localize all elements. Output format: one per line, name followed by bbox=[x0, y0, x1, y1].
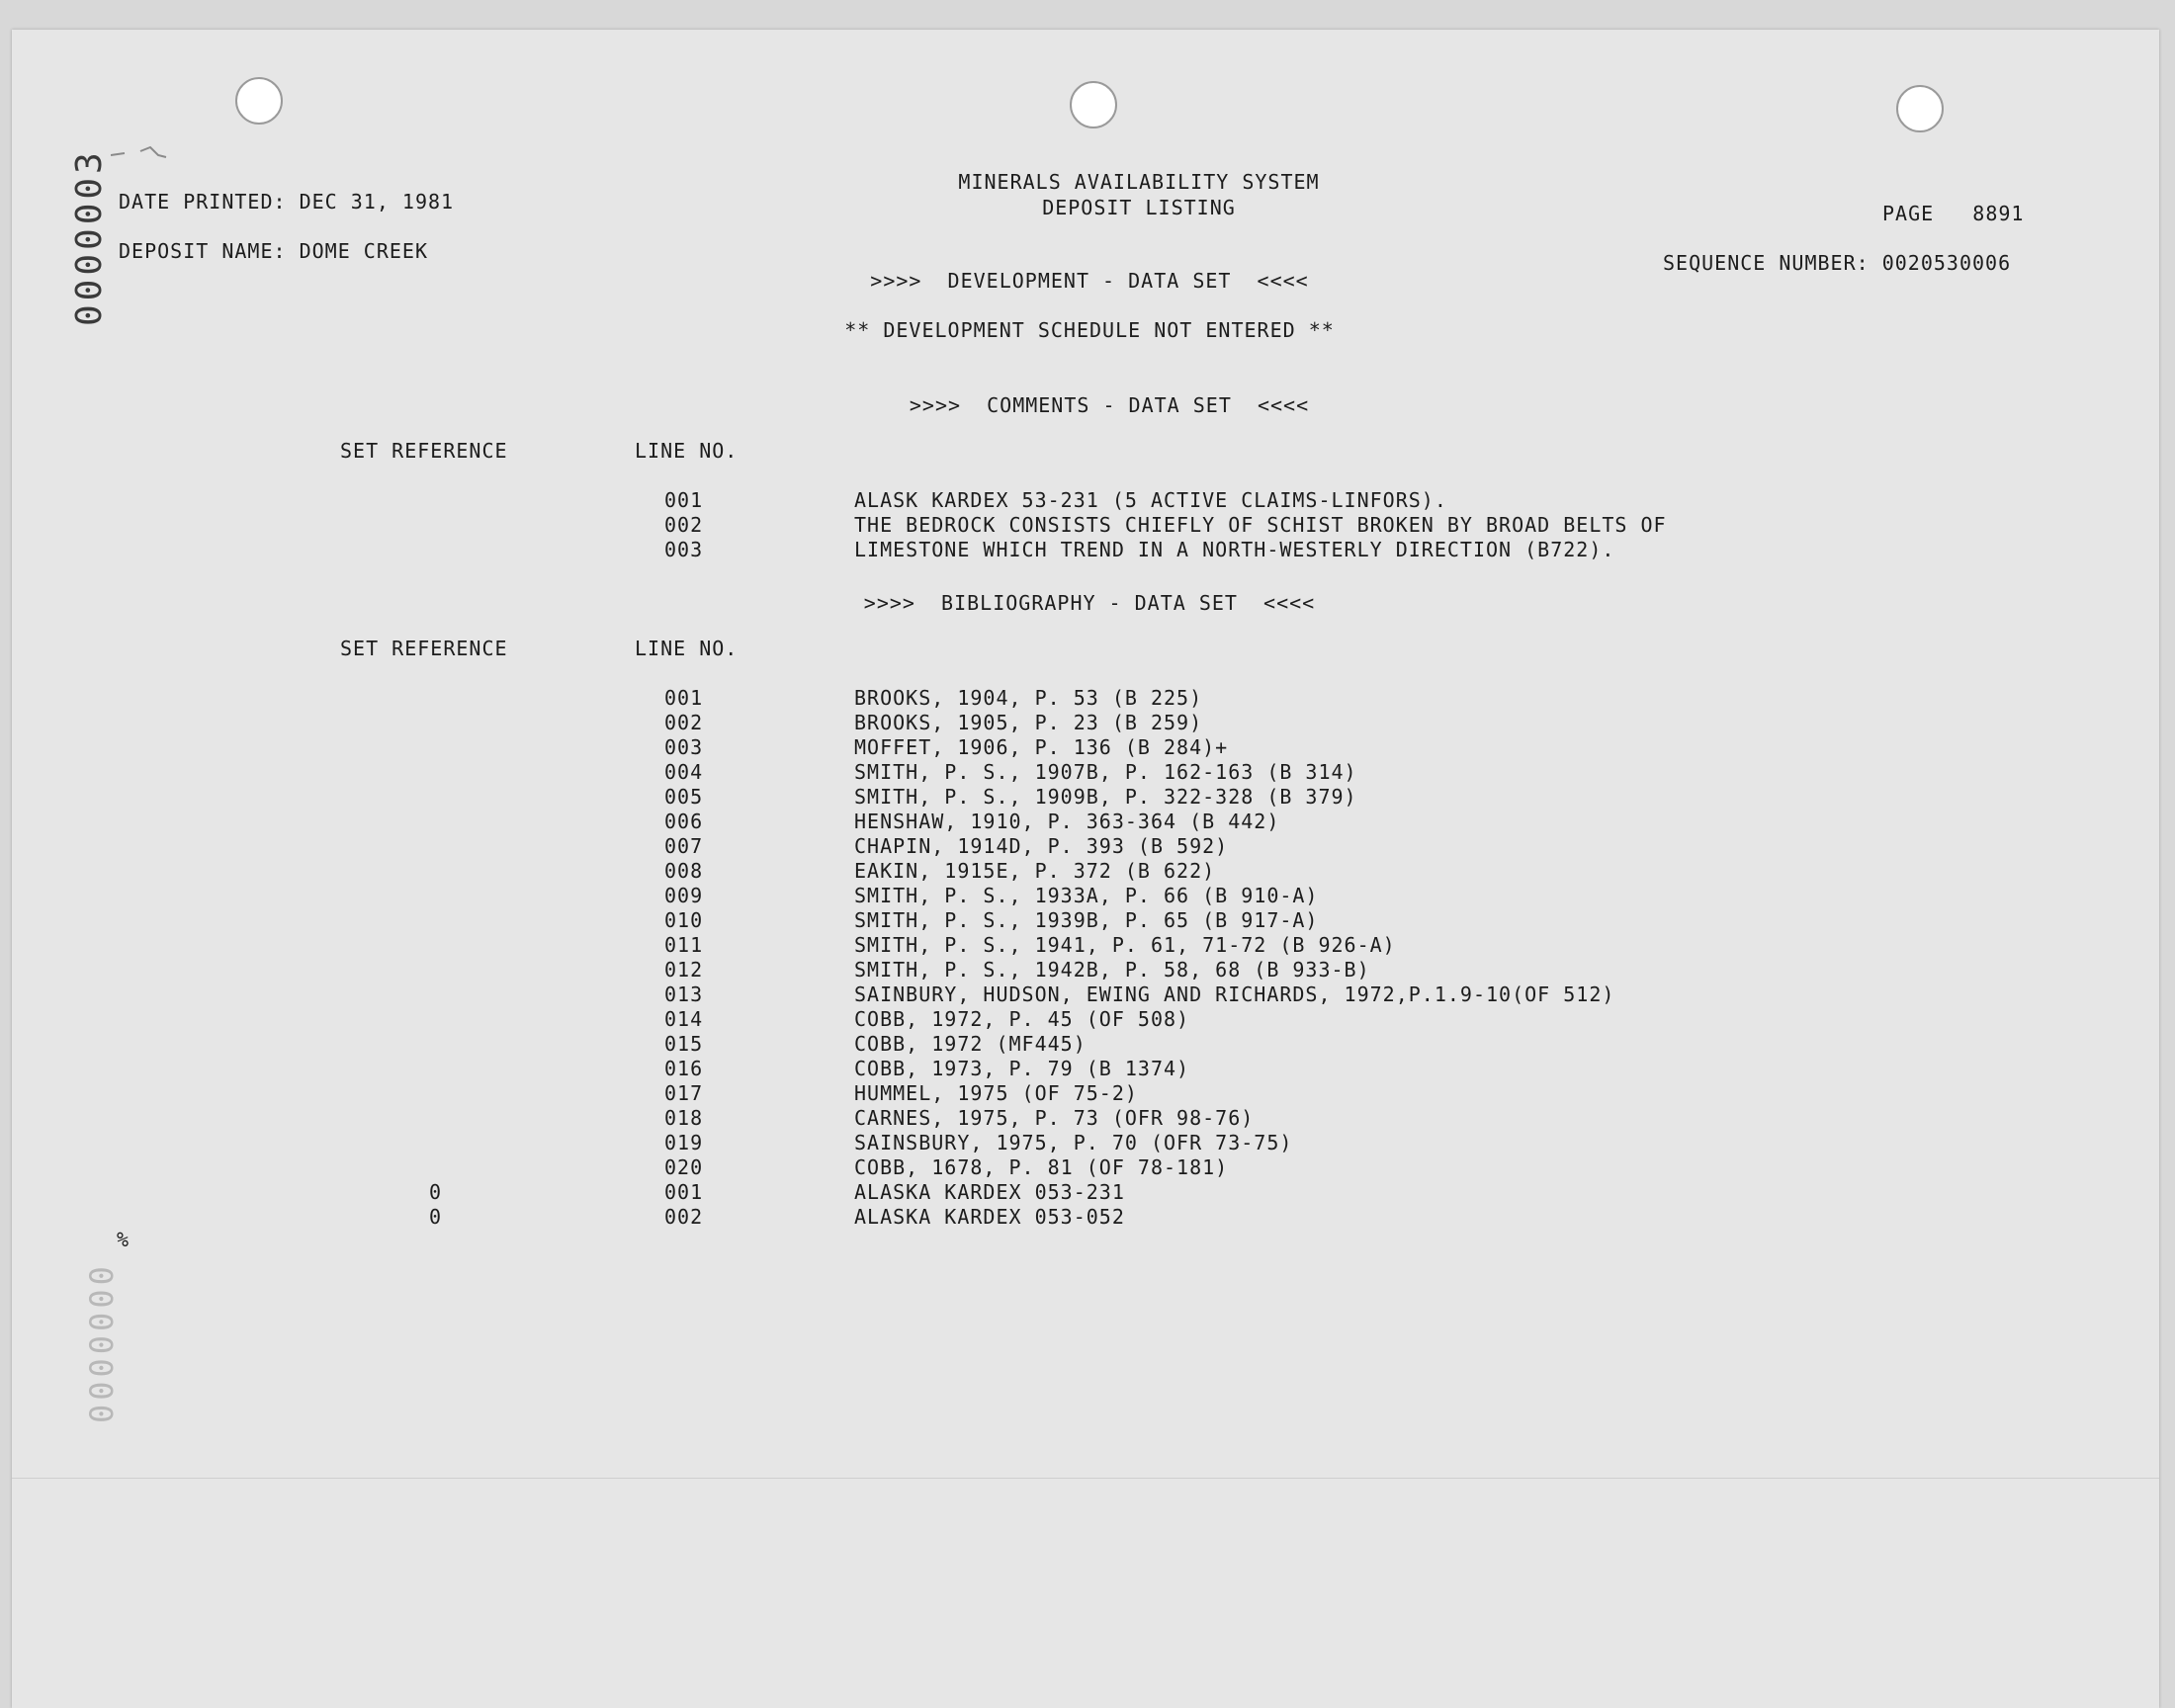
line-number-cell: 011 bbox=[664, 933, 704, 957]
entry-text-cell: SAINBURY, HUDSON, EWING AND RICHARDS, 1972,P.1.9-10(OF 512) bbox=[854, 982, 1615, 1006]
table-row bbox=[12, 958, 1989, 982]
entry-text-cell: SMITH, P. S., 1933A, P. 66 (B 910-A) bbox=[854, 884, 1319, 907]
table-row bbox=[12, 1081, 1989, 1106]
line-number-cell: 010 bbox=[664, 908, 704, 932]
line-number-cell: 016 bbox=[664, 1057, 704, 1080]
entry-text-cell: HUMMEL, 1975 (OF 75-2) bbox=[854, 1081, 1138, 1105]
margin-stamp-bottom: 0000000 bbox=[83, 1262, 121, 1423]
table-row bbox=[12, 810, 1989, 834]
set-reference-cell: 0 bbox=[429, 1205, 443, 1229]
entry-text-cell: LIMESTONE WHICH TREND IN A NORTH-WESTERLY DIRECTION (B722). bbox=[854, 538, 1615, 561]
line-number-cell: 020 bbox=[664, 1155, 704, 1179]
entry-text-cell: THE BEDROCK CONSISTS CHIEFLY OF SCHIST BROKEN BY BROAD BELTS OF bbox=[854, 513, 1667, 537]
line-number-cell: 005 bbox=[664, 785, 704, 809]
comments-col-set-reference: SET REFERENCE bbox=[340, 439, 508, 463]
entry-text-cell: SMITH, P. S., 1941, P. 61, 71-72 (B 926-A) bbox=[854, 933, 1396, 957]
line-number-cell: 019 bbox=[664, 1131, 704, 1154]
entry-text-cell: ALASKA KARDEX 053-052 bbox=[854, 1205, 1125, 1229]
line-number-cell: 006 bbox=[664, 810, 704, 833]
table-row bbox=[12, 859, 1989, 884]
development-section-title: >>>> DEVELOPMENT - DATA SET <<<< bbox=[870, 269, 1309, 293]
table-row bbox=[12, 488, 1989, 513]
entry-text-cell: SMITH, P. S., 1939B, P. 65 (B 917-A) bbox=[854, 908, 1319, 932]
document-sheet bbox=[12, 30, 2159, 1708]
line-number-cell: 003 bbox=[664, 538, 704, 561]
entry-text-cell: CHAPIN, 1914D, P. 393 (B 592) bbox=[854, 834, 1229, 858]
deposit-name: DEPOSIT NAME: DOME CREEK bbox=[119, 239, 428, 263]
entry-text-cell: BROOKS, 1904, P. 53 (B 225) bbox=[854, 686, 1203, 710]
table-row bbox=[12, 1106, 1989, 1131]
entry-text-cell: COBB, 1678, P. 81 (OF 78-181) bbox=[854, 1155, 1229, 1179]
line-number-cell: 009 bbox=[664, 884, 704, 907]
margin-stamp-top: 0000003 bbox=[69, 148, 110, 326]
line-number-cell: 015 bbox=[664, 1032, 704, 1056]
table-row bbox=[12, 785, 1989, 810]
entry-text-cell: MOFFET, 1906, P. 136 (B 284)+ bbox=[854, 735, 1229, 759]
bibliography-col-line-no: LINE NO. bbox=[635, 637, 739, 660]
entry-text-cell: HENSHAW, 1910, P. 363-364 (B 442) bbox=[854, 810, 1280, 833]
table-row bbox=[12, 513, 1989, 538]
line-number-cell: 012 bbox=[664, 958, 704, 982]
table-row bbox=[12, 538, 1989, 562]
entry-text-cell: SMITH, P. S., 1909B, P. 322-328 (B 379) bbox=[854, 785, 1357, 809]
table-row bbox=[12, 1032, 1989, 1057]
set-reference-cell: 0 bbox=[429, 1180, 443, 1204]
comments-section-title: >>>> COMMENTS - DATA SET <<<< bbox=[909, 393, 1310, 417]
line-number-cell: 002 bbox=[664, 1205, 704, 1229]
punch-hole-center bbox=[1070, 81, 1117, 128]
line-number-cell: 013 bbox=[664, 982, 704, 1006]
table-row bbox=[12, 834, 1989, 859]
date-printed: DATE PRINTED: DEC 31, 1981 bbox=[119, 190, 455, 214]
line-number-cell: 014 bbox=[664, 1007, 704, 1031]
line-number-cell: 008 bbox=[664, 859, 704, 883]
entry-text-cell: SMITH, P. S., 1907B, P. 162-163 (B 314) bbox=[854, 760, 1357, 784]
development-note: ** DEVELOPMENT SCHEDULE NOT ENTERED ** bbox=[844, 318, 1335, 342]
line-number-cell: 004 bbox=[664, 760, 704, 784]
paper-fold-line bbox=[12, 1478, 2159, 1479]
table-row bbox=[12, 1131, 1989, 1155]
entry-text-cell: ALASKA KARDEX 053-231 bbox=[854, 1180, 1125, 1204]
entry-text-cell: COBB, 1973, P. 79 (B 1374) bbox=[854, 1057, 1190, 1080]
table-row bbox=[12, 1057, 1989, 1081]
line-number-cell: 001 bbox=[664, 686, 704, 710]
table-row bbox=[12, 735, 1989, 760]
table-row bbox=[12, 884, 1989, 908]
line-number-cell: 002 bbox=[664, 711, 704, 734]
entry-text-cell: EAKIN, 1915E, P. 372 (B 622) bbox=[854, 859, 1216, 883]
entry-text-cell: COBB, 1972 (MF445) bbox=[854, 1032, 1087, 1056]
entry-text-cell: CARNES, 1975, P. 73 (OFR 98-76) bbox=[854, 1106, 1255, 1130]
table-row bbox=[12, 1205, 1989, 1230]
line-number-cell: 002 bbox=[664, 513, 704, 537]
entry-text-cell: SMITH, P. S., 1942B, P. 58, 68 (B 933-B) bbox=[854, 958, 1370, 982]
table-row bbox=[12, 908, 1989, 933]
table-row bbox=[12, 760, 1989, 785]
table-row bbox=[12, 686, 1989, 711]
punch-hole-left bbox=[235, 77, 283, 125]
smudge-mark bbox=[111, 143, 210, 163]
line-number-cell: 007 bbox=[664, 834, 704, 858]
table-row bbox=[12, 1180, 1989, 1205]
line-number-cell: 017 bbox=[664, 1081, 704, 1105]
table-row bbox=[12, 1155, 1989, 1180]
comments-col-line-no: LINE NO. bbox=[635, 439, 739, 463]
line-number-cell: 018 bbox=[664, 1106, 704, 1130]
line-number-cell: 003 bbox=[664, 735, 704, 759]
listing-title: DEPOSIT LISTING bbox=[1042, 196, 1236, 219]
entry-text-cell: BROOKS, 1905, P. 23 (B 259) bbox=[854, 711, 1203, 734]
table-row bbox=[12, 1007, 1989, 1032]
entry-text-cell: SAINSBURY, 1975, P. 70 (OFR 73-75) bbox=[854, 1131, 1293, 1154]
bibliography-section-title: >>>> BIBLIOGRAPHY - DATA SET <<<< bbox=[863, 591, 1316, 615]
percent-mark: % bbox=[117, 1228, 130, 1251]
page-number: PAGE 8891 bbox=[1882, 202, 2025, 225]
entry-text-cell: ALASK KARDEX 53-231 (5 ACTIVE CLAIMS-LINFORS). bbox=[854, 488, 1447, 512]
line-number-cell: 001 bbox=[664, 1180, 704, 1204]
line-number-cell: 001 bbox=[664, 488, 704, 512]
table-row bbox=[12, 711, 1989, 735]
table-row bbox=[12, 982, 1989, 1007]
entry-text-cell: COBB, 1972, P. 45 (OF 508) bbox=[854, 1007, 1190, 1031]
punch-hole-right bbox=[1896, 85, 1944, 132]
table-row bbox=[12, 933, 1989, 958]
system-title: MINERALS AVAILABILITY SYSTEM bbox=[958, 170, 1320, 194]
bibliography-col-set-reference: SET REFERENCE bbox=[340, 637, 508, 660]
sequence-number: SEQUENCE NUMBER: 0020530006 bbox=[1663, 251, 2012, 275]
